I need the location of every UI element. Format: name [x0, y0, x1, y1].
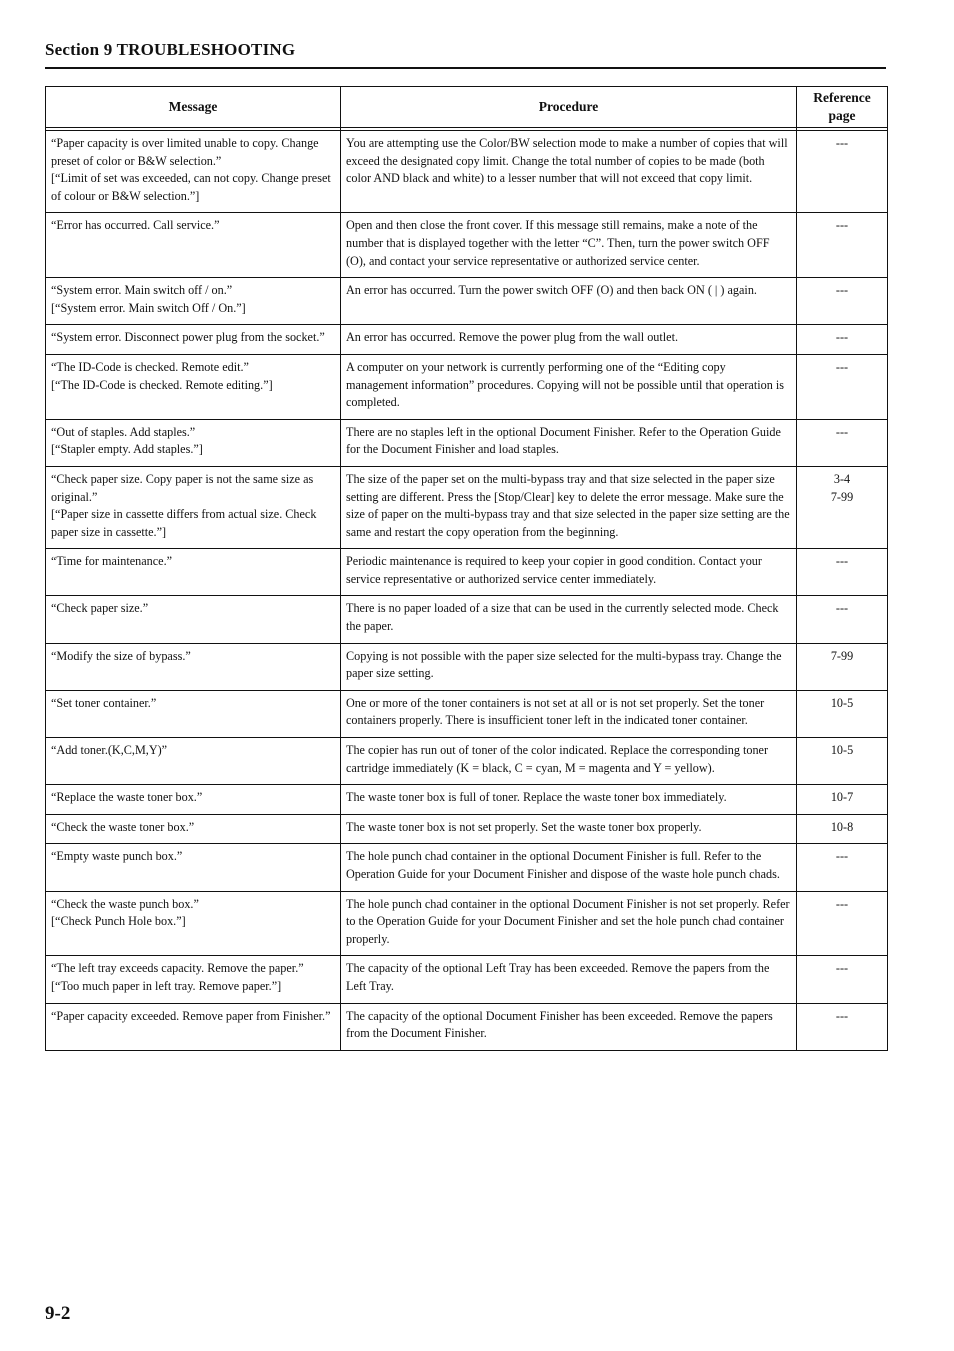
table-row: [46, 643, 888, 690]
message-cell: [46, 891, 341, 956]
message-cell: [46, 131, 341, 213]
procedure-cell: There is no paper loaded of a size that can be used in the currently selected mode. Check the paper.: [341, 596, 797, 643]
procedure-cell: You are attempting use the Color/BW selection mode to make a number of copies that will exceed the designated copy limit. Change the total number of copies to be made (both color AND black and white) to a lesser number that will not exceed that copy limit.: [341, 131, 797, 213]
reference-page: ---: [835, 554, 849, 569]
message-text: “Time for maintenance.”: [51, 554, 173, 569]
reference-cell: [797, 738, 888, 785]
message-text: [“System error. Main switch Off / On.”]: [51, 300, 246, 315]
reference-cell: [797, 596, 888, 643]
procedure-cell: Open and then close the front cover. If this message still remains, make a note of the number that is displayed together with the letter “C”. Then, turn the power switch OFF (O), and contact your service representative or authorized service center.: [341, 213, 797, 278]
reference-page: ---: [835, 359, 849, 374]
table-row: [46, 131, 888, 213]
message-cell: [46, 213, 341, 278]
reference-page: ---: [835, 896, 849, 911]
reference-page: ---: [835, 601, 849, 616]
message-text: “The ID-Code is checked. Remote edit.”: [51, 359, 249, 374]
message-text: “Empty waste punch box.”: [51, 849, 183, 864]
procedure-cell: One or more of the toner containers is not set at all or is not set properly. Set the toner containers properly. There is insufficient toner left in the indicated toner container.: [341, 690, 797, 737]
reference-page: 10-8: [830, 819, 854, 834]
reference-page: ---: [835, 283, 849, 298]
table-row: [46, 1003, 888, 1050]
message-cell: [46, 956, 341, 1003]
reference-page: ---: [835, 1008, 849, 1023]
message-text: “Out of staples. Add staples.”: [51, 424, 196, 439]
procedure-cell: An error has occurred. Turn the power switch OFF (O) and then back ON ( | ) again.: [341, 278, 797, 325]
table-row: [46, 738, 888, 785]
procedure-cell: The capacity of the optional Document Finisher has been exceeded. Remove the papers from the Document Finisher.: [341, 1003, 797, 1050]
reference-page: ---: [835, 424, 849, 439]
message-text: “Paper capacity is over limited unable to copy. Change preset of color or B&W selection.”: [51, 136, 319, 168]
table-row: [46, 325, 888, 355]
message-text: [“Paper size in cassette differs from actual size. Check paper size in cassette.”]: [51, 507, 317, 539]
procedure-cell: Copying is not possible with the paper size selected for the multi-bypass tray. Change the paper size setting.: [341, 643, 797, 690]
page-number: 9-2: [45, 1303, 71, 1324]
reference-cell: [797, 549, 888, 596]
column-header-message: Message: [46, 87, 341, 128]
reference-page: ---: [835, 218, 849, 233]
procedure-cell: The waste toner box is not set properly. Set the waste toner box properly.: [341, 814, 797, 844]
reference-page: 3-4: [833, 471, 851, 486]
column-header-reference: [797, 87, 888, 128]
message-cell: [46, 354, 341, 419]
table-row: [46, 354, 888, 419]
message-text: “Error has occurred. Call service.”: [51, 218, 220, 233]
table-row: [46, 419, 888, 466]
procedure-cell: The capacity of the optional Left Tray has been exceeded. Remove the papers from the Left Tray.: [341, 956, 797, 1003]
header-rule: [45, 67, 886, 69]
reference-cell: [797, 814, 888, 844]
table-row: [46, 466, 888, 548]
message-text: [“Too much paper in left tray. Remove paper.”]: [51, 978, 282, 993]
reference-cell: [797, 466, 888, 548]
message-text: “System error. Main switch off / on.”: [51, 283, 233, 298]
table-row: [46, 956, 888, 1003]
reference-cell: [797, 325, 888, 355]
table-row: [46, 213, 888, 278]
message-cell: [46, 814, 341, 844]
message-text: “Add toner.(K,C,M,Y)”: [51, 743, 168, 758]
message-text: [“Check Punch Hole box.”]: [51, 914, 186, 929]
column-header-reference-line1: Reference: [813, 90, 871, 105]
table-header-row: [46, 87, 888, 128]
message-text: “Check the waste punch box.”: [51, 896, 199, 911]
message-text: “Check paper size. Copy paper is not the same size as original.”: [51, 471, 314, 504]
message-cell: [46, 643, 341, 690]
message-text: “Modify the size of bypass.”: [51, 648, 191, 663]
message-text: “The left tray exceeds capacity. Remove the paper.”: [51, 961, 304, 976]
column-header-reference-line2: page: [828, 108, 856, 123]
table-row: [46, 278, 888, 325]
reference-page: ---: [835, 849, 849, 864]
reference-cell: [797, 690, 888, 737]
procedure-cell: Periodic maintenance is required to keep your copier in good condition. Contact your service representative or authorized service center immediately.: [341, 549, 797, 596]
reference-page: ---: [835, 961, 849, 976]
message-cell: [46, 690, 341, 737]
reference-page: 10-7: [830, 790, 854, 805]
message-cell: [46, 325, 341, 355]
message-text: “Set toner container.”: [51, 695, 157, 710]
table-row: [46, 785, 888, 815]
procedure-cell: A computer on your network is currently performing one of the “Editing copy management information” procedures. Copying will not be possible until that operation is completed.: [341, 354, 797, 419]
reference-cell: [797, 844, 888, 891]
procedure-cell: The hole punch chad container in the optional Document Finisher is full. Refer to the Operation Guide for your Document Finisher and dispose of the waste hole punch chads.: [341, 844, 797, 891]
reference-page: 10-5: [830, 695, 854, 710]
message-text: [“Limit of set was exceeded, can not copy. Change preset of colour or B&W selection.”]: [51, 171, 331, 203]
reference-page: ---: [835, 136, 849, 150]
reference-cell: [797, 1003, 888, 1050]
reference-cell: [797, 891, 888, 956]
message-text: [“The ID-Code is checked. Remote editing.”]: [51, 377, 273, 392]
message-text: “Paper capacity exceeded. Remove paper from Finisher.”: [51, 1008, 331, 1023]
column-header-procedure: Procedure: [341, 87, 797, 128]
message-text: “Check the waste toner box.”: [51, 819, 195, 834]
reference-cell: [797, 354, 888, 419]
message-text: “Check paper size.”: [51, 601, 149, 616]
procedure-cell: An error has occurred. Remove the power plug from the wall outlet.: [341, 325, 797, 355]
message-cell: [46, 419, 341, 466]
reference-page: 10-5: [830, 743, 854, 758]
reference-cell: [797, 131, 888, 213]
reference-cell: [797, 419, 888, 466]
table-row: [46, 814, 888, 844]
reference-page: ---: [835, 330, 849, 345]
procedure-cell: The hole punch chad container in the optional Document Finisher is not set properly. Refer to the Operation Guide for your Document Finisher and set the hole punch chad container properly.: [341, 891, 797, 956]
procedure-cell: The size of the paper set on the multi-bypass tray and that size selected in the paper size setting are different. Press the [Stop/Clear] key to delete the error message. Make sure the size of paper on the multi-bypass tray and that size selected in the paper size setting are the same and restart the copy operation from the beginning.: [341, 466, 797, 548]
message-cell: [46, 785, 341, 815]
message-cell: [46, 278, 341, 325]
table-row: [46, 596, 888, 643]
message-cell: [46, 549, 341, 596]
reference-cell: [797, 785, 888, 815]
table-row: [46, 690, 888, 737]
reference-page: 7-99: [830, 489, 854, 504]
procedure-cell: The copier has run out of toner of the color indicated. Replace the corresponding toner cartridge immediately (K = black, C = cyan, M = magenta and Y = yellow).: [341, 738, 797, 785]
reference-cell: [797, 956, 888, 1003]
reference-page: 7-99: [830, 648, 854, 663]
procedure-cell: There are no staples left in the optional Document Finisher. Refer to the Operation Guide for the Document Finisher and load staples.: [341, 419, 797, 466]
section-header: Section 9 TROUBLESHOOTING: [45, 40, 296, 59]
reference-cell: [797, 213, 888, 278]
message-text: “System error. Disconnect power plug from the socket.”: [51, 330, 325, 345]
troubleshooting-table: [45, 86, 888, 1051]
message-text: “Replace the waste toner box.”: [51, 790, 203, 805]
table-row: [46, 844, 888, 891]
reference-cell: [797, 278, 888, 325]
table-row: [46, 549, 888, 596]
table-row: [46, 891, 888, 956]
message-cell: [46, 1003, 341, 1050]
message-text: [“Stapler empty. Add staples.”]: [51, 442, 203, 457]
message-cell: [46, 596, 341, 643]
procedure-cell: The waste toner box is full of toner. Replace the waste toner box immediately.: [341, 785, 797, 815]
table-body: [46, 131, 888, 1051]
reference-cell: [797, 643, 888, 690]
message-cell: [46, 738, 341, 785]
message-cell: [46, 844, 341, 891]
message-cell: [46, 466, 341, 548]
